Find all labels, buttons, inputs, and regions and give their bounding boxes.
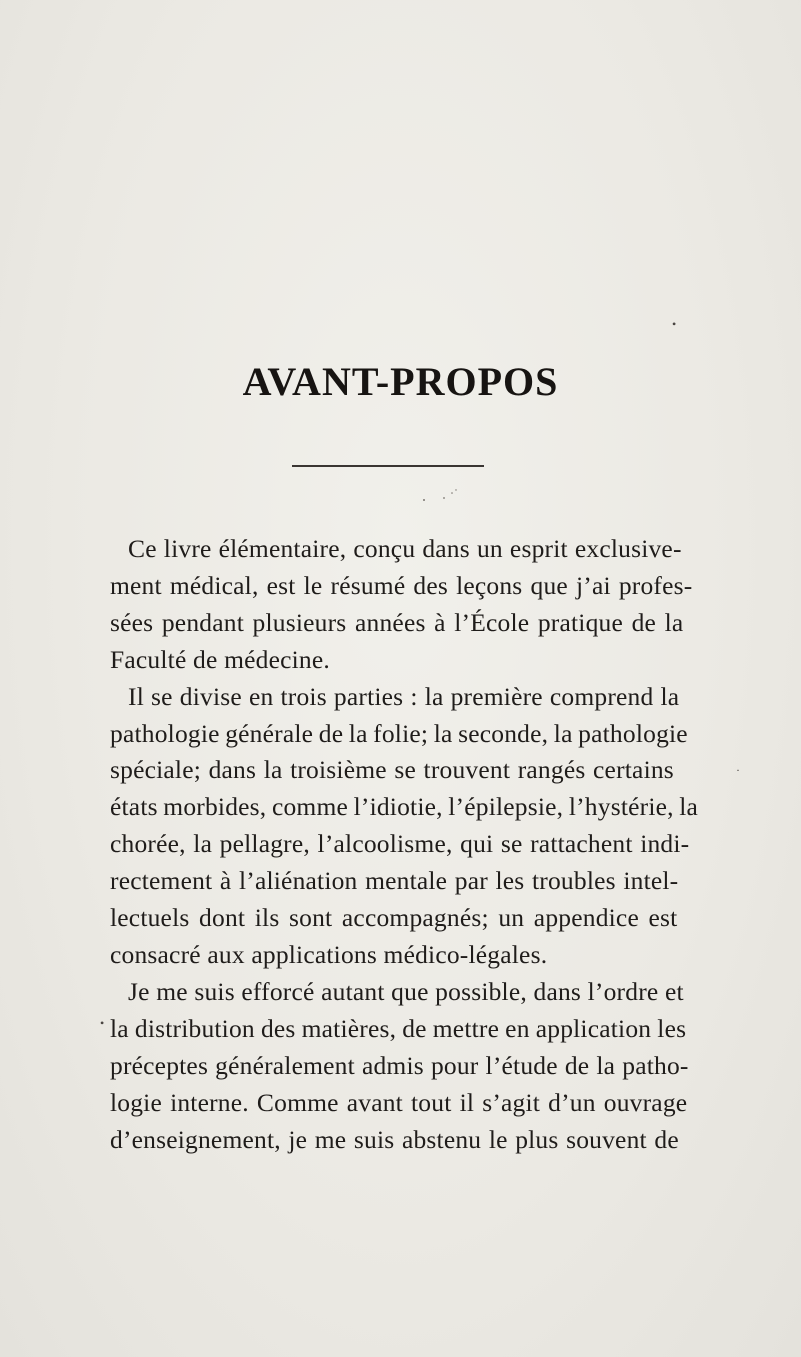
- speck-marks: [420, 488, 460, 508]
- text-line: lectuels dont ils sont accompagnés; un appendice est: [110, 903, 678, 933]
- body-text: [110, 531, 710, 1158]
- text-line: Faculté de médecine.: [110, 644, 330, 674]
- text-line: préceptes généralement admis pour l’étude de la patho-: [110, 1050, 689, 1080]
- text-line: ment médical, est le résumé des leçons que j’ai profes-: [110, 570, 693, 600]
- paper-specks: [420, 488, 460, 508]
- margin-speck: •: [100, 1016, 105, 1030]
- text-line: états morbides, comme l’idiotie, l’épilepsie, l’hystérie, la: [110, 792, 699, 822]
- text-line: rectement à l’aliénation mentale par les troubles intel-: [110, 866, 679, 896]
- text-line: Il se divise en trois parties : la première comprend la: [128, 681, 680, 711]
- text-line: pathologie générale de la folie; la seconde, la pathologie: [110, 718, 688, 748]
- text-line: logie interne. Comme avant tout il s’agit d’un ouvrage: [110, 1087, 688, 1117]
- title-divider: [292, 465, 484, 467]
- margin-speck: •: [672, 317, 677, 331]
- text-line: spéciale; dans la troisième se trouvent rangés certains: [110, 755, 674, 785]
- text-line: consacré aux applications médico-légales.: [110, 939, 548, 969]
- text-line: d’enseignement, je me suis abstenu le plus souvent de: [110, 1124, 679, 1154]
- text-line: chorée, la pellagre, l’alcoolisme, qui se rattachent indi-: [110, 829, 690, 859]
- text-line: la distribution des matières, de mettre en application les: [110, 1013, 687, 1043]
- text-line: sées pendant plusieurs années à l’École pratique de la: [110, 607, 684, 637]
- page-title: AVANT-PROPOS: [242, 359, 559, 404]
- margin-speck: ·: [736, 763, 740, 777]
- text-line: Je me suis efforcé autant que possible, dans l’ordre et: [128, 976, 684, 1006]
- text-line: Ce livre élémentaire, conçu dans un esprit exclusive-: [128, 534, 682, 563]
